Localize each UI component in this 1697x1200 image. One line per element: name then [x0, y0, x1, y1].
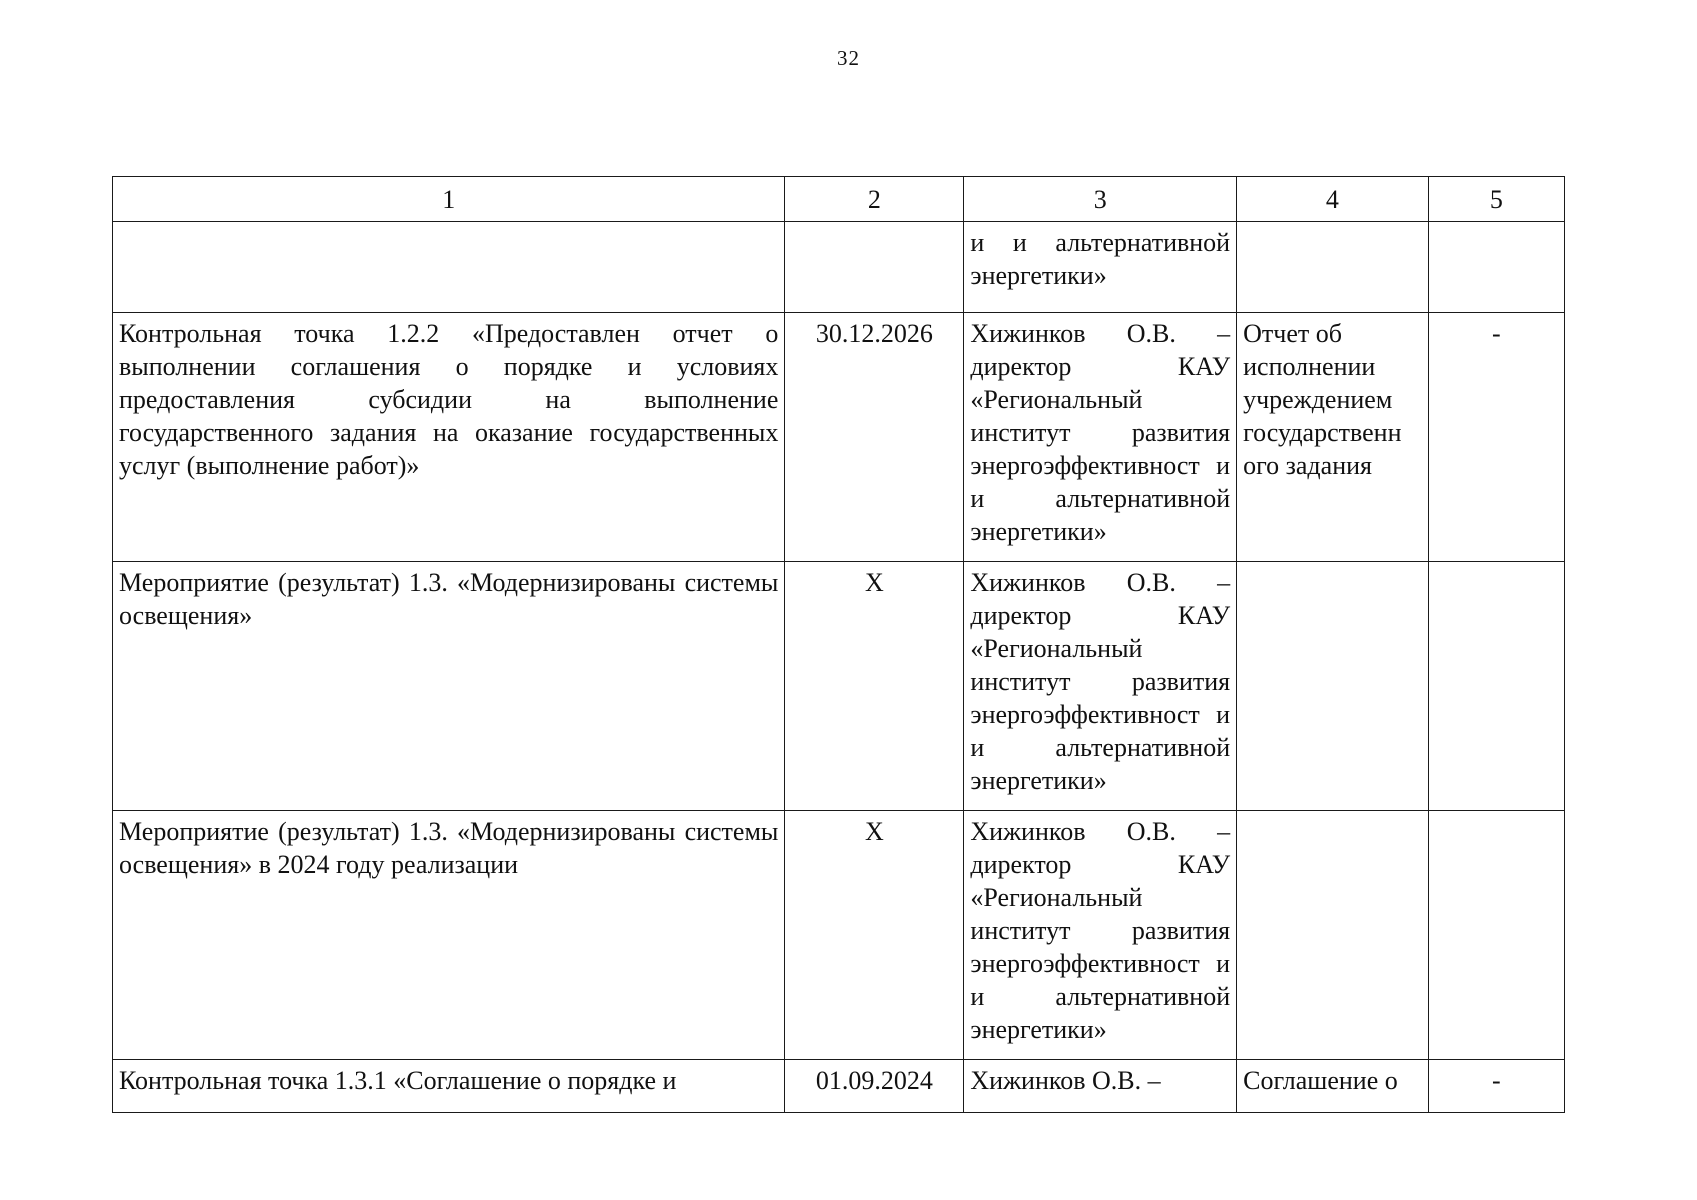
document-cell: [1237, 222, 1429, 313]
table-row: [113, 313, 1565, 562]
responsible-cell: Хижинков О.В. –: [964, 1060, 1237, 1113]
event-name-cell: Контрольная точка 1.3.1 «Соглашение о порядке и: [113, 1060, 785, 1113]
table-row: [113, 222, 1565, 313]
deadline-cell: [785, 222, 964, 313]
column-header-4: 4: [1237, 177, 1429, 222]
responsible-cell: Хижинков О.В. – директор КАУ «Региональный институт развития энергоэффективност и и альтернативной энергетики»: [964, 562, 1237, 811]
control-points-table: [112, 176, 1565, 1113]
table-row: [113, 811, 1565, 1060]
responsible-cell: и и альтернативной энергетики»: [964, 222, 1237, 313]
note-cell: -: [1428, 313, 1564, 562]
document-cell: Отчет об исполнении учреждением государственн ого задания: [1237, 313, 1429, 562]
deadline-cell: X: [785, 562, 964, 811]
deadline-cell: X: [785, 811, 964, 1060]
note-cell: [1428, 811, 1564, 1060]
note-cell: -: [1428, 1060, 1564, 1113]
deadline-cell: 30.12.2026: [785, 313, 964, 562]
document-cell: [1237, 811, 1429, 1060]
event-name-cell: Мероприятие (результат) 1.3. «Модернизированы системы освещения» в 2024 году реализации: [113, 811, 785, 1060]
document-cell: Соглашение о: [1237, 1060, 1429, 1113]
column-header-3: 3: [964, 177, 1237, 222]
column-header-1: 1: [113, 177, 785, 222]
event-name-cell: Контрольная точка 1.2.2 «Предоставлен отчет о выполнении соглашения о порядке и условиях предоставления субсидии на выполнение государственного задания на оказание государственных услуг (выполнение работ)»: [113, 313, 785, 562]
note-cell: [1428, 222, 1564, 313]
table-row: [113, 562, 1565, 811]
responsible-cell: Хижинков О.В. – директор КАУ «Региональный институт развития энергоэффективност и и альтернативной энергетики»: [964, 313, 1237, 562]
document-cell: [1237, 562, 1429, 811]
column-header-2: 2: [785, 177, 964, 222]
table-header-row: [113, 177, 1565, 222]
event-name-cell: Мероприятие (результат) 1.3. «Модернизированы системы освещения»: [113, 562, 785, 811]
event-name-cell: [113, 222, 785, 313]
table-row: [113, 1060, 1565, 1113]
responsible-cell: Хижинков О.В. – директор КАУ «Региональный институт развития энергоэффективност и и альтернативной энергетики»: [964, 811, 1237, 1060]
note-cell: [1428, 562, 1564, 811]
column-header-5: 5: [1428, 177, 1564, 222]
page-number: 32: [837, 46, 860, 70]
deadline-cell: 01.09.2024: [785, 1060, 964, 1113]
